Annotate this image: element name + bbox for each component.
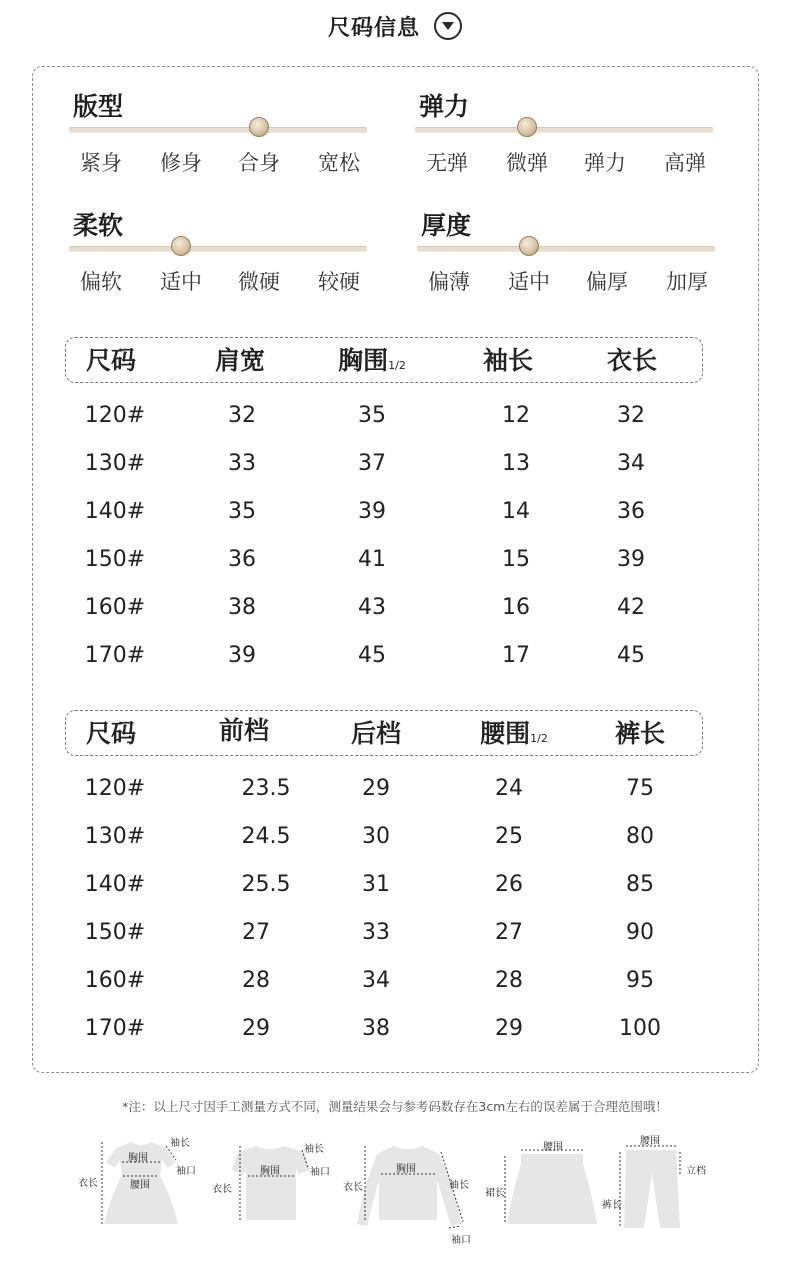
- cell-value: 37: [358, 451, 386, 476]
- pants-diagram: [602, 1128, 722, 1238]
- tshirt-diagram: [210, 1128, 340, 1238]
- disclaimer-note: *注：以上尺寸因手工测量方式不同，测量结果会与参考码数存在3cm左右的误差属于合理范围哦！: [122, 1099, 668, 1114]
- cell-size: 160#: [84, 595, 146, 620]
- label-length: 裤长: [602, 1200, 622, 1211]
- cell-value: 38: [362, 1016, 390, 1041]
- half-mark: 1/2: [530, 732, 548, 745]
- table-row: [65, 499, 725, 529]
- cell-value: 29: [362, 776, 390, 801]
- label-cuff: 袖口: [310, 1167, 330, 1178]
- cell-value: 100: [619, 1016, 661, 1041]
- attribute-title: 版型: [73, 92, 124, 121]
- column-header: 前档: [218, 716, 270, 745]
- attribute-title: 厚度: [421, 211, 472, 240]
- label-sleeve: 袖长: [170, 1138, 190, 1149]
- cell-size: 170#: [84, 1016, 146, 1041]
- cell-value: 24: [495, 776, 523, 801]
- attribute-title: 弹力: [419, 92, 470, 121]
- cell-value: 39: [228, 643, 256, 668]
- cell-value: 39: [617, 547, 645, 572]
- cell-value: 95: [626, 968, 654, 993]
- label-chest: 胸围: [260, 1166, 280, 1177]
- cell-value: 34: [362, 968, 390, 993]
- label-sleeve: 袖长: [449, 1180, 469, 1191]
- option-label: 无弹: [426, 151, 468, 175]
- cell-value: 27: [242, 920, 270, 945]
- sweater-diagram: [343, 1128, 483, 1248]
- cell-size: 170#: [84, 643, 146, 668]
- table-row: [65, 920, 725, 950]
- cell-value: 33: [362, 920, 390, 945]
- slider-track: [415, 127, 713, 133]
- cell-value: 35: [358, 403, 386, 428]
- cell-value: 32: [228, 403, 256, 428]
- cell-value: 16: [502, 595, 530, 620]
- label-length: 衣长: [343, 1182, 363, 1193]
- column-header: 衣长: [606, 346, 658, 375]
- cell-value: 43: [358, 595, 386, 620]
- measurement-diagrams: [0, 1128, 790, 1265]
- table-row: [65, 872, 725, 902]
- cell-value: 39: [358, 499, 386, 524]
- cell-value: 30: [362, 824, 390, 849]
- attribute-title: 柔软: [73, 211, 124, 240]
- table-row: [65, 1016, 725, 1046]
- label-cuff: 袖口: [451, 1235, 471, 1246]
- cell-value: 25.5: [241, 872, 291, 897]
- cell-value: 42: [617, 595, 645, 620]
- cell-size: 150#: [84, 920, 146, 945]
- cell-value: 29: [242, 1016, 270, 1041]
- cell-value: 13: [502, 451, 530, 476]
- cell-value: 14: [502, 499, 530, 524]
- label-waist: 腰围: [543, 1142, 563, 1153]
- cell-value: 36: [228, 547, 256, 572]
- table-row: [65, 547, 725, 577]
- cell-value: 45: [358, 643, 386, 668]
- cell-value: 27: [495, 920, 523, 945]
- label-length: 裙长: [485, 1188, 505, 1199]
- label-cuff: 袖口: [176, 1166, 196, 1177]
- column-header-waist: 腰围1/2: [480, 719, 548, 748]
- cell-size: 130#: [84, 824, 146, 849]
- cell-value: 75: [626, 776, 654, 801]
- table-row: [65, 968, 725, 998]
- label-rise: 立档: [686, 1166, 706, 1177]
- cell-value: 34: [617, 451, 645, 476]
- cell-value: 45: [617, 643, 645, 668]
- label-length: 衣长: [212, 1184, 232, 1195]
- label-sleeve: 袖长: [304, 1144, 324, 1155]
- cell-size: 150#: [84, 547, 146, 572]
- column-header: 尺码: [85, 719, 137, 748]
- cell-value: 26: [495, 872, 523, 897]
- cell-value: 15: [502, 547, 530, 572]
- cell-value: 25: [495, 824, 523, 849]
- cell-value: 24.5: [241, 824, 291, 849]
- column-header: 肩宽: [214, 346, 266, 375]
- chevron-down-icon[interactable]: [434, 12, 462, 40]
- cell-value: 85: [626, 872, 654, 897]
- size-info-card: [32, 66, 759, 1073]
- cell-value: 28: [242, 968, 270, 993]
- option-label: 适中: [160, 270, 202, 294]
- cell-value: 28: [495, 968, 523, 993]
- skirt-diagram: [485, 1128, 605, 1238]
- option-label: 加厚: [666, 270, 708, 294]
- table-row: [65, 824, 725, 854]
- label-length: 衣长: [78, 1178, 98, 1189]
- section-header: [0, 8, 790, 44]
- column-header-chest: 胸围1/2: [338, 346, 406, 375]
- column-header: 尺码: [85, 346, 137, 375]
- label-chest: 胸围: [396, 1164, 416, 1175]
- option-label: 适中: [508, 270, 550, 294]
- cell-size: 120#: [84, 403, 146, 428]
- top-table-header: [65, 337, 703, 383]
- option-label: 较硬: [318, 270, 360, 294]
- table-row: [65, 451, 725, 481]
- bottom-table-header: [65, 710, 703, 756]
- table-row: [65, 403, 725, 433]
- cell-value: 12: [502, 403, 530, 428]
- cell-value: 33: [228, 451, 256, 476]
- cell-size: 120#: [84, 776, 146, 801]
- column-header: 裤长: [614, 719, 666, 748]
- option-label: 偏厚: [586, 270, 628, 294]
- label-waist: 腰围: [130, 1180, 150, 1191]
- option-label: 修身: [160, 151, 202, 175]
- dress-diagram: [76, 1128, 206, 1238]
- section-title: 尺码信息: [327, 15, 420, 41]
- option-label: 高弹: [664, 151, 706, 175]
- cell-value: 35: [228, 499, 256, 524]
- cell-size: 130#: [84, 451, 146, 476]
- slider-track: [417, 246, 715, 252]
- table-row: [65, 776, 725, 806]
- label-chest: 胸围: [128, 1153, 148, 1164]
- cell-value: 38: [228, 595, 256, 620]
- cell-size: 140#: [84, 499, 146, 524]
- cell-size: 160#: [84, 968, 146, 993]
- option-label: 紧身: [80, 151, 122, 175]
- table-row: [65, 643, 725, 673]
- cell-value: 36: [617, 499, 645, 524]
- option-label: 微弹: [506, 151, 548, 175]
- slider-track: [69, 246, 367, 252]
- table-row: [65, 595, 725, 625]
- option-label: 偏软: [80, 270, 122, 294]
- slider-knob: [249, 117, 269, 137]
- option-label: 宽松: [318, 151, 360, 175]
- slider-knob: [171, 236, 191, 256]
- cell-value: 17: [502, 643, 530, 668]
- cell-size: 140#: [84, 872, 146, 897]
- cell-value: 29: [495, 1016, 523, 1041]
- option-label: 偏薄: [428, 270, 470, 294]
- column-header: 袖长: [482, 346, 534, 375]
- option-label: 合身: [238, 151, 280, 175]
- option-label: 微硬: [238, 270, 280, 294]
- cell-value: 90: [626, 920, 654, 945]
- half-mark: 1/2: [388, 359, 406, 372]
- label-waist: 腰围: [640, 1136, 660, 1147]
- cell-value: 41: [358, 547, 386, 572]
- slider-knob: [517, 117, 537, 137]
- cell-value: 80: [626, 824, 654, 849]
- cell-value: 23.5: [241, 776, 291, 801]
- pants-icon: [602, 1128, 722, 1232]
- slider-knob: [519, 236, 539, 256]
- cell-value: 31: [362, 872, 390, 897]
- slider-track: [69, 127, 367, 133]
- column-header: 后档: [350, 719, 402, 748]
- cell-value: 32: [617, 403, 645, 428]
- option-label: 弹力: [584, 151, 626, 175]
